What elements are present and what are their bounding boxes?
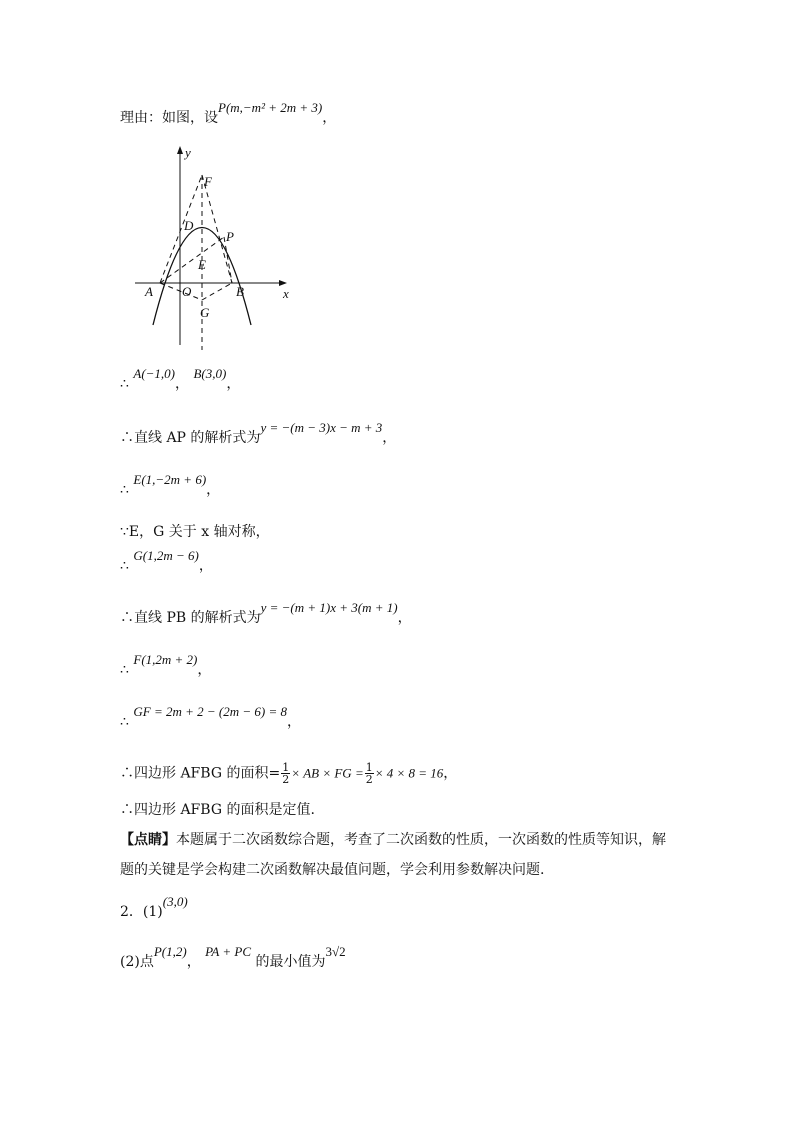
line-ap-equation — [120, 420, 397, 448]
equation-ap: y = −(m − 3)x − m + 3 — [260, 420, 383, 435]
point-g: G(1,2m − 6) — [133, 548, 199, 563]
segment-ap — [160, 237, 224, 283]
line-e-coords — [120, 472, 221, 500]
parabola-figure — [135, 140, 315, 350]
min-value: 3√2 — [325, 944, 346, 959]
therefore-symbol: ∴ — [120, 482, 129, 498]
text: 理由：如图，设 — [120, 110, 218, 126]
text: 直线 PB 的解析式为 — [134, 610, 261, 626]
therefore-symbol: ∴ — [120, 558, 129, 574]
therefore-symbol: ∴ — [120, 765, 134, 782]
segment-gb — [202, 283, 232, 300]
therefore-symbol: ∴ — [120, 662, 129, 678]
line-area — [120, 762, 457, 785]
line-answer-2-2 — [120, 944, 346, 972]
line-comment — [120, 830, 666, 850]
text: 四边形 AFBG 的面积= — [134, 765, 281, 782]
comma: ， — [186, 954, 201, 970]
segment-ag — [160, 283, 202, 300]
label-g: G — [200, 305, 210, 320]
sum-expr: PA + PC — [205, 944, 252, 959]
area-expr-b: × 4 × 8 = 16 — [374, 765, 444, 781]
gf-expr: GF = 2m + 2 − (2m − 6) = 8 — [133, 704, 288, 719]
comma: ， — [382, 430, 397, 446]
point-p-expr: P(m,−m² + 2m + 3) — [218, 100, 323, 115]
line-conclusion — [120, 800, 315, 820]
line-comment-cont — [120, 860, 544, 880]
text: 题的关键是学会构建二次函数解决最值问题，学会利用参数解决问题. — [120, 862, 545, 878]
comment-label: 【点睛】 — [120, 832, 176, 848]
label-e: E — [198, 257, 206, 272]
therefore-symbol: ∴ — [120, 802, 134, 818]
comma: ， — [443, 765, 458, 782]
numerator: 1 — [282, 761, 290, 774]
label-b: B — [236, 284, 244, 299]
text: 四边形 AFBG 的面积是定值. — [134, 802, 315, 818]
line-f-coords — [120, 652, 212, 680]
text: E，G 关于 x 轴对称， — [128, 524, 270, 540]
equation-pb: y = −(m + 1)x + 3(m + 1) — [260, 600, 398, 615]
label-a: A — [145, 284, 153, 299]
numerator: 1 — [365, 761, 373, 774]
line-symmetry — [120, 522, 270, 542]
fraction-half — [281, 762, 290, 785]
comma: ， — [175, 376, 189, 392]
text: 直线 AP 的解析式为 — [134, 430, 261, 446]
fraction-half — [365, 762, 374, 785]
label-p: P — [226, 229, 234, 244]
answer-point: (3,0) — [162, 894, 188, 909]
comma: ， — [226, 376, 241, 392]
label-y: y — [185, 145, 191, 160]
label-d: D — [184, 218, 194, 233]
comma: ， — [397, 610, 412, 626]
therefore-symbol: ∴ — [120, 376, 129, 392]
line-pb-equation — [120, 600, 412, 628]
comma: ， — [322, 110, 337, 126]
label-f: F — [204, 174, 212, 189]
comma: ， — [287, 714, 302, 730]
therefore-symbol: ∴ — [120, 610, 134, 626]
line-ab-coords — [120, 366, 241, 394]
area-expr-a: × AB × FG = — [291, 765, 364, 781]
comma: ， — [198, 558, 213, 574]
point-b: B(3,0) — [193, 366, 227, 381]
point-a: A(−1,0) — [133, 366, 175, 381]
comma: ， — [206, 482, 221, 498]
y-axis-arrow — [177, 146, 183, 154]
denominator: 2 — [365, 773, 373, 786]
point-e: E(1,−2m + 6) — [133, 472, 207, 487]
point-f: F(1,2m + 2) — [133, 652, 198, 667]
prefix: (2)点 — [120, 954, 154, 970]
label-x: x — [283, 286, 289, 301]
label-o: O — [182, 284, 192, 299]
line-gf-length — [120, 704, 302, 732]
line-answer-2-1 — [120, 894, 188, 922]
denominator: 2 — [282, 773, 290, 786]
therefore-symbol: ∴ — [120, 714, 129, 730]
therefore-symbol: ∴ — [120, 430, 134, 446]
comma: ， — [197, 662, 212, 678]
question-number: 2．(1) — [120, 904, 163, 920]
point-p: P(1,2) — [153, 944, 187, 959]
line-g-coords — [120, 548, 213, 576]
line-reason — [120, 100, 337, 128]
text: 本题属于二次函数综合题，考查了二次函数的性质，一次函数的性质等知识，解 — [176, 832, 666, 848]
because-symbol: ∵ — [120, 524, 129, 540]
text: 的最小值为 — [255, 954, 326, 970]
